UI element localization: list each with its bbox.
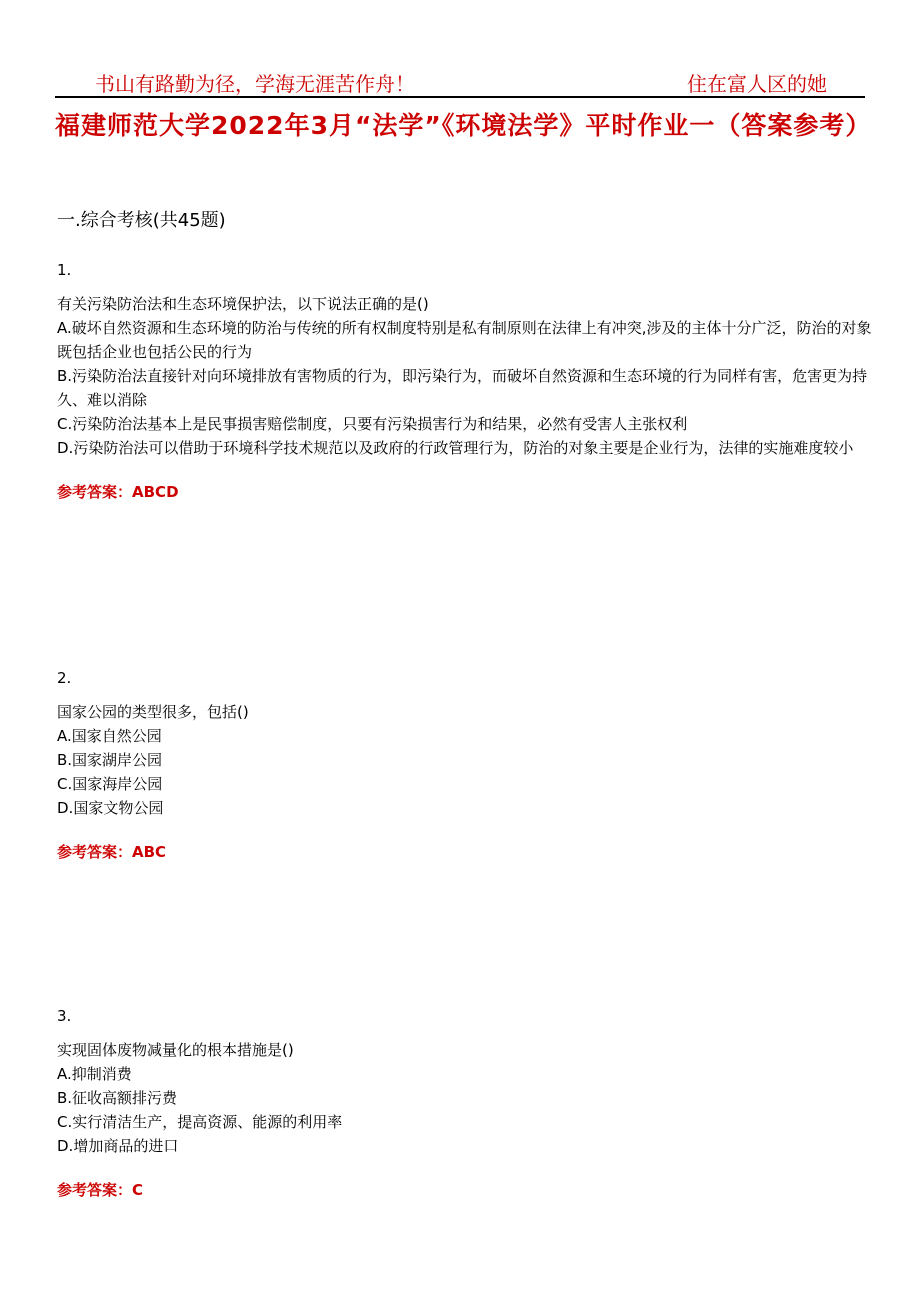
answer-line	[57, 1178, 872, 1202]
answer-line	[57, 840, 872, 864]
answer-label: 参考答案：	[57, 483, 133, 501]
answer-label: 参考答案：	[57, 843, 133, 861]
question-option-d: D.国家文物公园	[57, 799, 164, 817]
question-1	[57, 258, 872, 504]
question-option-b: B.国家湖岸公园	[57, 751, 163, 769]
question-option-a: A.抑制消费	[57, 1065, 132, 1083]
header-author: 住在富人区的她	[687, 72, 827, 96]
section-heading: 一.综合考核(共45题)	[57, 210, 226, 231]
question-option-c: C.国家海岸公园	[57, 775, 163, 793]
question-number: 1.	[57, 261, 72, 279]
question-option-c: C.污染防治法基本上是民事损害赔偿制度，只要有污染损害行为和结果，必然有受害人主张权利	[57, 415, 688, 433]
question-option-b: B.污染防治法直接针对向环境排放有害物质的行为，即污染行为，而破坏自然资源和生态环境的行为同样有害，危害更为持久、难以消除	[57, 367, 868, 409]
header-motto: 书山有路勤为径，学海无涯苦作舟！	[95, 72, 415, 96]
question-option-a: A.国家自然公园	[57, 727, 162, 745]
document-title: 福建师范大学2022年3月“法学”《环境法学》平时作业一（答案参考）	[55, 111, 872, 140]
question-option-c: C.实行清洁生产，提高资源、能源的利用率	[57, 1113, 343, 1131]
question-option-d: D.污染防治法可以借助于环境科学技术规范以及政府的行政管理行为，防治的对象主要是企业行为，法律的实施难度较小	[57, 439, 854, 457]
answer-value: ABC	[132, 843, 167, 861]
question-stem: 有关污染防治法和生态环境保护法，以下说法正确的是()	[57, 295, 429, 313]
page-header	[55, 62, 865, 98]
answer-value: C	[132, 1181, 144, 1199]
question-option-a: A.破坏自然资源和生态环境的防治与传统的所有权制度特别是私有制原则在法律上有冲突,涉及的主体十分广泛，防治的对象既包括企业也包括公民的行为	[57, 319, 872, 361]
answer-value: ABCD	[132, 483, 179, 501]
question-stem: 国家公园的类型很多，包括()	[57, 703, 249, 721]
question-stem: 实现固体废物减量化的根本措施是()	[57, 1041, 294, 1059]
question-number: 3.	[57, 1007, 72, 1025]
question-option-d: D.增加商品的进口	[57, 1137, 179, 1155]
answer-label: 参考答案：	[57, 1181, 133, 1199]
question-3	[57, 1004, 872, 1202]
question-2	[57, 666, 872, 864]
answer-line	[57, 480, 872, 504]
question-option-b: B.征收高额排污费	[57, 1089, 178, 1107]
question-number: 2.	[57, 669, 72, 687]
